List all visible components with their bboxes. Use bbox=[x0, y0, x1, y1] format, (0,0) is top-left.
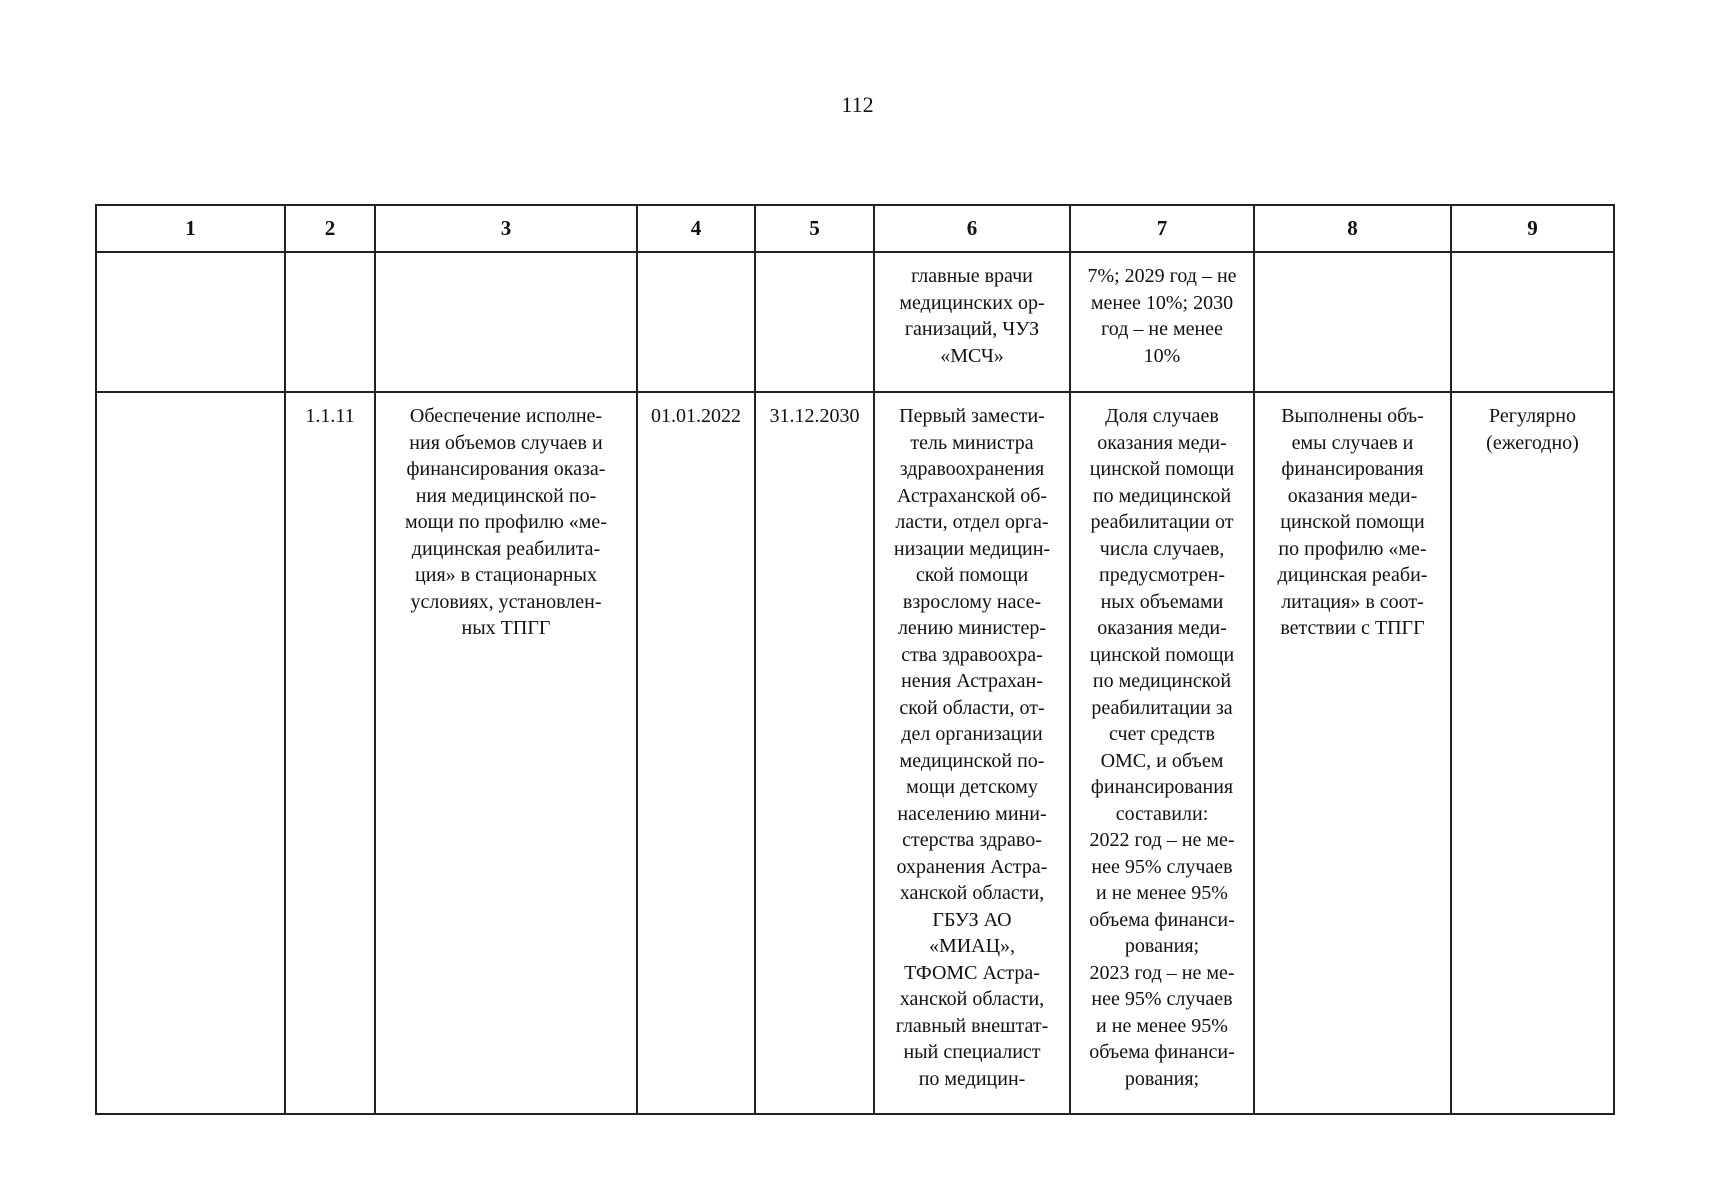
column-header-6: 6 bbox=[874, 205, 1070, 252]
column-header-4: 4 bbox=[637, 205, 755, 252]
cell-item-code: 1.1.11 bbox=[285, 392, 375, 1114]
cell-number-1 bbox=[96, 392, 285, 1114]
column-header-5: 5 bbox=[755, 205, 874, 252]
table-row-continued bbox=[96, 252, 1614, 392]
column-header-1: 1 bbox=[96, 205, 285, 252]
column-header-3: 3 bbox=[375, 205, 637, 252]
cell-end-date: 31.12.2030 bbox=[755, 392, 874, 1114]
cell-indicator: 7%; 2029 год – не менее 10%; 2030 год – не менее 10% bbox=[1070, 252, 1254, 392]
cell-end-date bbox=[755, 252, 874, 392]
cell-periodicity bbox=[1451, 252, 1614, 392]
cell-responsible: главные врачи медицинских ор- ганизаций, ЧУЗ «МСЧ» bbox=[874, 252, 1070, 392]
cell-periodicity: Регулярно (ежегодно) bbox=[1451, 392, 1614, 1114]
cell-responsible: Первый замести- тель министра здравоохранения Астраханской об- ласти, отдел орга- низации медицин- ской помощи взрослому насе- лению министер- ства здравоохра- нения Астрахан- ской области, от- дел организации медицинской по- мощи детскому населению мини- стерства здраво- охранения Астра- ханской области, ГБУЗ АО «МИАЦ», ТФОМС Астра- ханской области, главный внештат- ный специалист по медицин- bbox=[874, 392, 1070, 1114]
cell-activity bbox=[375, 252, 637, 392]
cell-result bbox=[1254, 252, 1451, 392]
column-header-8: 8 bbox=[1254, 205, 1451, 252]
cell-result: Выполнены объ- емы случаев и финансирования оказания меди- цинской помощи по профилю «ме- дицинская реаби- литация» в соот- ветствии с ТПГГ bbox=[1254, 392, 1451, 1114]
cell-activity: Обеспечение исполне- ния объемов случаев и финансирования оказа- ния медицинской по- мощи по профилю «ме- дицинская реабилита- ция» в стационарных условиях, установлен- ных ТПГГ bbox=[375, 392, 637, 1114]
cell-number-1 bbox=[96, 252, 285, 392]
table-header-row bbox=[96, 205, 1614, 252]
column-header-9: 9 bbox=[1451, 205, 1614, 252]
column-header-7: 7 bbox=[1070, 205, 1254, 252]
column-header-2: 2 bbox=[285, 205, 375, 252]
cell-start-date: 01.01.2022 bbox=[637, 392, 755, 1114]
cell-item-code bbox=[285, 252, 375, 392]
page-number: 112 bbox=[841, 92, 874, 117]
plan-table bbox=[95, 204, 1615, 1115]
table-row-1-1-11 bbox=[96, 392, 1614, 1114]
cell-indicator: Доля случаев оказания меди- цинской помощи по медицинской реабилитации от числа случаев, предусмотрен- ных объемами оказания меди- цинской помощи по медицинской реабилитации за счет средств ОМС, и объем финансирования составили: 2022 год – не ме- нее 95% случаев и не менее 95% объема финанси- рования; 2023 год – не ме- нее 95% случаев и не менее 95% объема финанси- рования; bbox=[1070, 392, 1254, 1114]
cell-start-date bbox=[637, 252, 755, 392]
